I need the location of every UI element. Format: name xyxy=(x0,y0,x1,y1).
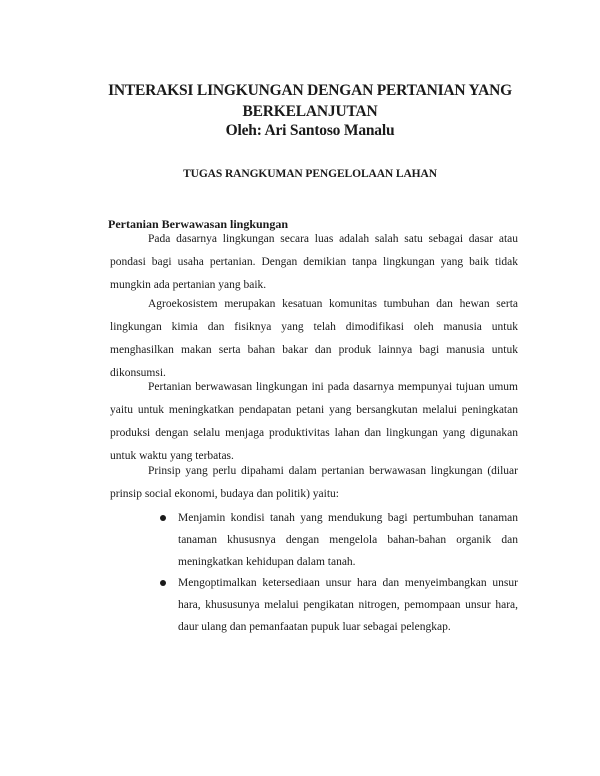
bullet-list-item-2 xyxy=(160,572,518,638)
section-heading: Pertanian Berwawasan lingkungan xyxy=(108,217,289,231)
bullet-text: Mengoptimalkan ketersediaan unsur hara dan menyeimbangkan unsur hara, khususunya melalui pengikatan nitrogen, pemompaan unsur hara, daur ulang dan pemanfaatan pupuk luar sebagai pelengkap. xyxy=(178,577,518,633)
document-subtitle: TUGAS RANGKUMAN PENGELOLAAN LAHAN xyxy=(183,168,437,180)
document-title-line-1: INTERAKSI LINGKUNGAN DENGAN PERTANIAN YANG xyxy=(108,82,512,99)
document-title-line-2: BERKELANJUTAN xyxy=(242,103,378,120)
bullet-icon xyxy=(160,515,166,521)
paragraph-2: Agroekosistem merupakan kesatuan komunitas tumbuhan dan hewan serta lingkungan kimia dan fisiknya yang telah dimodifikasi oleh manusia untuk menghasilkan makan serta bahan bakar dan produk lainnya bagi manusia untuk dikonsumsi. xyxy=(110,298,518,379)
paragraph-1: Pada dasarnya lingkungan secara luas adalah salah satu sebagai dasar atau pondasi bagi usaha pertanian. Dengan demikian tanpa lingkungan yang baik tidak mungkin ada pertanian yang baik. xyxy=(110,233,518,291)
paragraph-4: Prinsip yang perlu dipahami dalam pertanian berwawasan lingkungan (diluar prinsip social ekonomi, budaya dan politik) yaitu: xyxy=(110,465,518,500)
list-item xyxy=(160,572,518,638)
bullet-text: Menjamin kondisi tanah yang mendukung bagi pertumbuhan tanaman tanaman khususnya dengan mengelola bahan-bahan organik dan meningkatkan kehidupan dalam tanah. xyxy=(178,512,518,568)
bullet-icon xyxy=(160,580,166,586)
list-item xyxy=(160,507,518,573)
document-author: Oleh: Ari Santoso Manalu xyxy=(225,122,395,139)
bullet-list-item-1 xyxy=(160,507,518,573)
paragraph-3: Pertanian berwawasan lingkungan ini pada dasarnya mempunyai tujuan umum yaitu untuk meningkatkan pendapatan petani yang bersangkutan melalui peningkatan produksi dengan selalu menjaga produktivitas lahan dan lingkungan yang digunakan untuk waktu yang terbatas. xyxy=(110,381,518,462)
